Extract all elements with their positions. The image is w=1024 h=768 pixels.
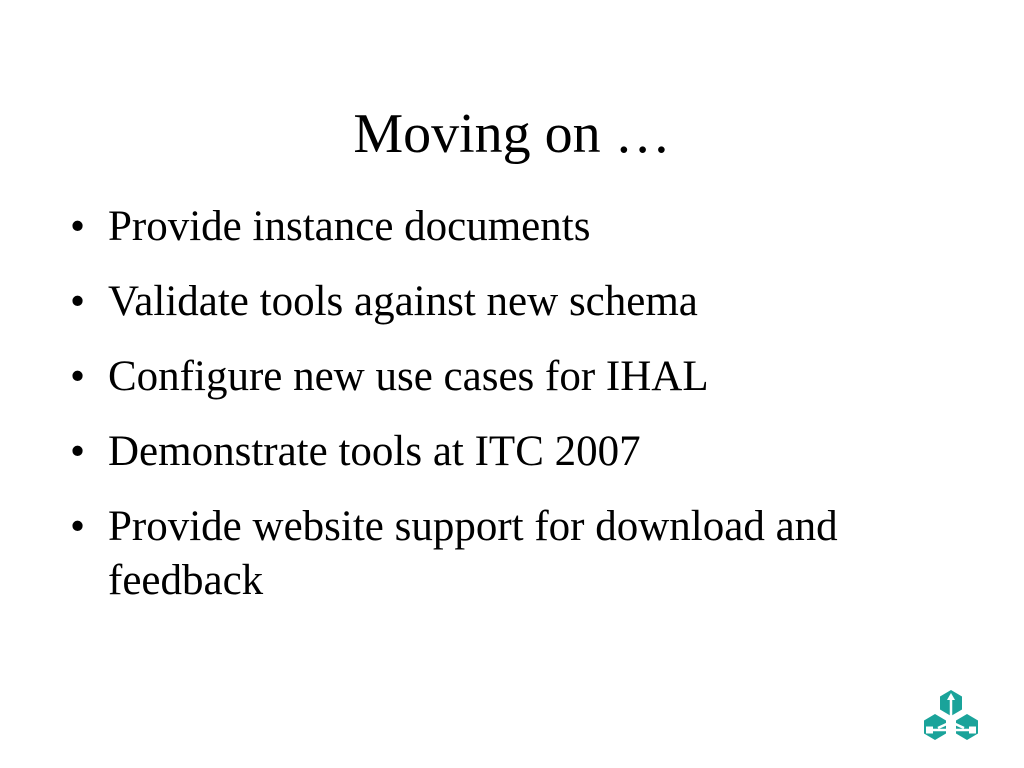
bullet-icon: • <box>70 278 86 325</box>
bullet-icon: • <box>70 428 86 475</box>
logo-node-center <box>947 726 956 735</box>
bullet-text: Validate tools against new schema <box>108 278 698 325</box>
bullet-text: Demonstrate tools at ITC 2007 <box>108 428 641 475</box>
bullet-list <box>70 200 930 629</box>
bullet-icon: • <box>70 353 86 400</box>
bullet-text: Provide website support for download and feedback <box>108 503 838 604</box>
logo-node-right <box>969 727 976 734</box>
bullet-item <box>70 275 930 329</box>
slide-title: Moving on … <box>353 103 671 165</box>
hexagon-network-logo-icon <box>918 688 984 754</box>
bullet-item <box>70 425 930 479</box>
logo-node-left <box>926 727 933 734</box>
bullet-text: Configure new use cases for IHAL <box>108 353 709 400</box>
bullet-item <box>70 500 930 608</box>
bullet-icon: • <box>70 203 86 250</box>
bullet-item <box>70 350 930 404</box>
bullet-icon: • <box>70 503 86 550</box>
bullet-text: Provide instance documents <box>108 203 591 250</box>
bullet-item <box>70 200 930 254</box>
